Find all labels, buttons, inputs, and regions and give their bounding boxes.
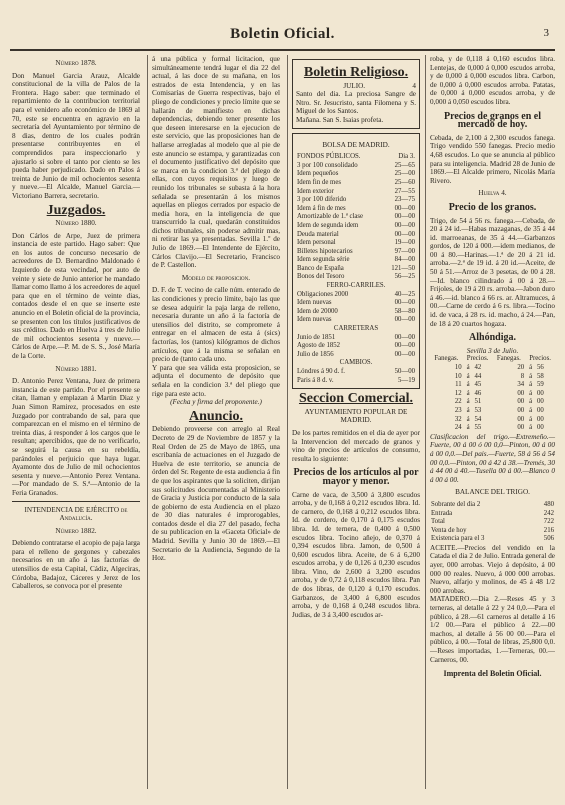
table-cell: Paris á 8 d. v. xyxy=(297,376,334,384)
table-row xyxy=(296,299,416,308)
table-cell: á xyxy=(529,372,533,380)
day-number: 4 xyxy=(412,81,416,90)
column-divider xyxy=(147,55,148,789)
table-row xyxy=(296,170,416,179)
table-cell: 32 xyxy=(454,415,462,423)
table-cell: 722 xyxy=(543,518,554,526)
table-cell: Billetes hipotecarios xyxy=(297,247,353,255)
table-row xyxy=(296,256,416,265)
table-row xyxy=(296,248,416,257)
ayto-heading: AYUNTAMIENTO POPULAR DE MADRID. xyxy=(304,407,408,425)
table-row xyxy=(296,377,416,386)
notice-text: roba, y de 0,118 á 0,160 escudos libra. Lentejas, de 0,000 á 0,000 escudos arroba, y de 0,000 á 0,000 escudos libra. Carbon, de 0,000 á 0,000 escudos arroba. Patatas, de 0,000 á 0,000 escudos arroba, y de 0,000 á 0,050 escudos libra. xyxy=(430,55,555,106)
column-1 xyxy=(12,55,140,591)
notice-number: Número 1881. xyxy=(55,364,97,373)
table-cell: 54 xyxy=(474,415,482,423)
table-cell: 00—00 xyxy=(394,213,415,221)
table-row xyxy=(296,188,416,197)
table-cell: 10 xyxy=(454,372,462,380)
table-cell: á xyxy=(466,415,470,423)
table-cell: 59 xyxy=(537,381,544,389)
grain-price-heading: Precio de los granos. xyxy=(448,201,537,213)
table-cell: 3 por 100 diferido xyxy=(297,196,347,204)
table-cell: Lóndres á 90 d. f. xyxy=(297,368,345,375)
table-row xyxy=(430,518,555,527)
table-cell: 25—60 xyxy=(394,178,415,186)
table-cell: 10 xyxy=(454,364,462,371)
table-cell: á xyxy=(466,389,470,397)
table-cell: 242 xyxy=(543,509,554,517)
table-cell: 00 xyxy=(517,406,525,414)
table-cell: á xyxy=(466,398,470,406)
table-cell: 00 xyxy=(537,415,544,423)
table-cell: Obligaciones 2000 xyxy=(297,290,349,298)
notice-text: ACEITE.—Precios del vendido en la Catada el dia 2 de Julio. Entrada general de ayer, 000 arrobas. Viejo á depósito, á 00 000 00 reales. Nuevo, á 000 000 arrobas. Nuevo, alfarjo y molinos, de 45 á 48 1/2 000 arrobas. xyxy=(430,543,555,595)
table-cell: 00 xyxy=(517,398,525,406)
tomorrow-text: Mañana. San S. Isaias profeta. xyxy=(296,115,384,124)
table-cell: 506 xyxy=(543,535,554,543)
table-row xyxy=(430,424,555,433)
notice-text: De los partes remitidos en el dia de ayer por la Intervencion del mercado de granos y vino de precios de artículos de consumo, resulta lo siguiente: xyxy=(292,428,420,463)
table-cell: Agosto de 1852 xyxy=(297,342,341,350)
table-cell: 42 xyxy=(474,364,482,371)
section-heading-anuncio: Anuncio. xyxy=(188,408,244,424)
table-cell: 11 xyxy=(455,381,462,389)
table-row xyxy=(296,342,416,351)
notice-number: Número 1880. xyxy=(55,219,97,228)
table-cell: 24 xyxy=(454,424,462,432)
table-cell: 53 xyxy=(474,406,482,414)
table-cell: 58—80 xyxy=(394,307,415,315)
table-cell: 23 xyxy=(454,406,462,414)
table-cell: 00—00 xyxy=(394,316,415,324)
table-cell: 97—00 xyxy=(394,247,415,255)
table-cell: Idem segunda série xyxy=(297,256,350,264)
table-cell: 00 xyxy=(537,424,544,432)
table-cell: 84—00 xyxy=(394,256,415,264)
table-cell: 00—00 xyxy=(394,230,415,238)
table-cell: 00—00 xyxy=(394,333,415,341)
table-cell: 25—65 xyxy=(394,161,415,169)
table-cell: 45 xyxy=(474,381,482,389)
table-row xyxy=(296,308,416,317)
table-row xyxy=(296,351,416,360)
table-row xyxy=(296,179,416,188)
notice-text: Debiendo proveerse con arreglo al Real Decreto de 29 de Noviembre de 1857 y la Real Orden de 25 de Mayo de 1865, una escribanía de actuaciones en el Juzgado de Huelva de este territorio, se anuncia de órden del Sr. Regente de esta audiencia á fin de que los aspirantes que la soliciten, dirijan sus solicitudes documentadas al Ministerio de Gracia y Justicia por conducto de la sala de gobierno de esta Audiencia en el plazo de 30 dias naturales é improrogables, contados desde el dia 27 del pasado, fecha de su publicacion en la «Gaceta Oficial» de Madrid. Sevilla y Junio 30 de 1869.—El Secretario de la Audiencia, Segundo de la Hoz. xyxy=(152,425,280,563)
table-cell: á xyxy=(529,415,533,423)
table-cell: 480 xyxy=(543,500,554,508)
table-cell: Idem personal xyxy=(297,239,336,247)
sevilla-date: Sevilla 3 de Julio. xyxy=(466,346,519,355)
table-row xyxy=(296,153,416,162)
table-cell: á xyxy=(529,364,533,371)
table-cell: Idem de 20000 xyxy=(297,307,338,315)
table-row xyxy=(430,407,555,416)
notice-text: á una pública y formal licitacion, que simultáneamente tendrá lugar el dia 22 del actual, á las doce de su mañana, en los estrados de esta Intendencia, y en las Comisarías de Guerra respectivas, bajo el pliego de condiciones y precio límite que se hallarán de manifiesto en dichas dependencias, debiendo tener presente los que deseen interesarse en la ejecucion de este servicio, que las proposiciones han de hallarse arregladas al modelo que al pie de este anuncio se estampa, y garantizadas con el documento justificativo del depósito que se marca en la condicion 3.ª del pliego de ellas, con cuyos requisitos y luego de reunido los tribunales se subasta á la hora señalada se presentarán á los mismos aquellas en pliegos cerrados por espacio de media hora, en la inteligencia de que transcurrido la cual, quedarán constituidos dichos tribunales, sin poderse admitir mas, ni retirar las ya presentadas. Sevilla 1.º de Julio de 1869.—El Intendente de Ejército, Cárlos Clavijo.—El Secretario, Francisco de P. Castellon. xyxy=(152,55,280,270)
table-cell: Junio de 1851 xyxy=(297,333,336,341)
table-cell: 00 xyxy=(537,398,544,406)
column-divider xyxy=(425,55,426,789)
table-cell: á xyxy=(529,389,533,397)
table-cell: Amortizable de 1.ª clase xyxy=(297,213,364,221)
table-header-cell: Fanegas. xyxy=(496,355,521,363)
saint-text: Santo del dia. La preciosa Sangre de Ntro. Sr. Jesucristo, santa Filomena y S. Miguel de los Santos. xyxy=(296,90,416,116)
notice-text: D. Antonio Perez Ventana, Juez de primera instancia de este partido. Por el presente se citan, llaman y emplazan á Martin Diaz y Juan Simon Ramirez, procesados en este Juzgado por contrabando de sal, para que comparezcan en el mismo en el término de treinta dias, á responder á los cargos que le resultan; apercibidos, que de no verificarlo, se seguirá la causa en su rebeldía, parándoles el perjuicio que haya lugar. Ayamonte dos de Julio de mil ochocientos sesenta y nueve.—Antonio Perez Ventana.—Por mandado de S. S.ª—Antonio de la Feria Granados. xyxy=(12,377,140,497)
table-cell: 00 xyxy=(537,389,544,397)
table-cell: á xyxy=(529,381,533,389)
table-cell: Idem pequeños xyxy=(297,170,339,178)
table-cell: Idem fin de mes xyxy=(297,178,341,186)
table-cell: Idem nuevas xyxy=(297,316,332,324)
table-subheading xyxy=(296,359,416,368)
bolsa-table xyxy=(296,153,416,385)
table-row xyxy=(296,316,416,325)
month-line xyxy=(296,82,416,91)
prices-heading: Precios de los artículos al por mayor y menor. xyxy=(293,467,419,487)
imprenta-line: Imprenta del Boletin Oficial. xyxy=(443,669,542,679)
table-cell: á xyxy=(529,406,533,414)
page-number: 3 xyxy=(543,27,549,39)
bolsa-title: BOLSA DE MADRID. xyxy=(322,140,390,149)
table-cell: 34 xyxy=(517,381,525,389)
table-cell: 51 xyxy=(474,398,482,406)
table-cell: 216 xyxy=(543,526,554,534)
table-cell: Idem nuevas xyxy=(297,299,332,307)
table-cell: 00—00 xyxy=(394,221,415,229)
table-cell: 8 xyxy=(520,372,525,380)
table-cell: 00 xyxy=(517,424,525,432)
bolsa-box xyxy=(292,133,420,390)
table-cell: 00—00 xyxy=(394,204,415,212)
table-cell: 00—00 xyxy=(394,350,415,358)
table-subheading xyxy=(296,325,416,334)
notice-number: Número 1878. xyxy=(55,59,97,67)
religious-box xyxy=(292,59,420,129)
table-row xyxy=(296,291,416,300)
table-cell: 00 xyxy=(517,415,525,423)
section-heading-comercial: Seccion Comercial. xyxy=(298,391,414,407)
table-cell: á xyxy=(466,372,470,380)
table-row xyxy=(296,239,416,248)
table-cell: 25—00 xyxy=(394,170,415,178)
divider xyxy=(12,501,140,502)
notice-text: Debiendo contratarse el acopio de paja larga para el relleno de gergones y cabezales necesarios en un año á las factorías de utensilios de esta Capital, Cádiz, Algeciras, Córdoba, Badajoz, Cáceres y Jerez de los Caballeros, se convoca por el presente xyxy=(12,539,140,591)
table-row xyxy=(430,527,555,536)
table-cell: Total xyxy=(431,518,445,526)
table-cell: 46 xyxy=(474,389,482,397)
table-cell: á xyxy=(466,406,470,414)
table-row xyxy=(296,222,416,231)
table-cell: Dia 3. xyxy=(398,153,415,161)
table-cell: 20 xyxy=(517,364,525,371)
table-row xyxy=(296,231,416,240)
section-heading-juzgados: Juzgados. xyxy=(46,202,106,218)
table-row xyxy=(296,213,416,222)
table-cell: FONDOS PÚBLICOS. xyxy=(297,153,361,161)
table-cell: 23—75 xyxy=(394,196,415,204)
table-cell: 00—00 xyxy=(394,299,415,307)
table-cell: Julio de 1856 xyxy=(297,350,334,358)
table-cell: 44 xyxy=(474,372,482,380)
table-cell: 5—19 xyxy=(398,376,415,384)
signature-line: (Fecha y firma del proponente.) xyxy=(170,398,262,407)
table-row xyxy=(430,398,555,407)
table-row xyxy=(296,334,416,343)
table-cell: á xyxy=(529,424,533,432)
table-cell: FERRO-CARRILES. xyxy=(326,282,386,290)
table-cell: á xyxy=(466,424,470,432)
notice-text: Don Manuel Garcia Arauz, Alcalde constitucional de la villa de Palos de la Frontera. Hago saber: que terminado el repartimiento de la contribucion territorial para el venidero año económico de 1869 al 70, este se encuentra en agravio en la secretaría del Ayuntamiento por término de 8 dias, dentro de los cuales podrán presentarse contribuyentes en el comprendidos para inspeccionarlo y ajustarlo si sobre el tanto por ciento se les pueda haber perjudicado. Dado en Palos á treinta de Junio de mil ochocientos sesenta y nueve.—El Alcalde, Manuel Garcia.—Victoriano Barrera, secretario. xyxy=(12,71,140,200)
balance-table xyxy=(430,501,555,544)
column-3 xyxy=(292,55,420,619)
table-header-cell: Precios. xyxy=(529,355,551,363)
table-row xyxy=(296,368,416,377)
table-row xyxy=(296,273,416,282)
table-row xyxy=(430,381,555,390)
header-rule xyxy=(10,49,555,51)
model-heading: Modelo de proposicion. xyxy=(181,273,251,282)
table-cell: 55 xyxy=(474,424,482,432)
table-cell: Bonos del Tesoro xyxy=(297,273,345,281)
table-cell: 50—00 xyxy=(394,368,415,375)
table-row xyxy=(296,205,416,214)
table-cell: Deuda material xyxy=(297,230,339,238)
table-cell: Idem de segunda idem xyxy=(297,221,359,229)
table-cell: 00 xyxy=(517,389,525,397)
month-label: JULIO. xyxy=(343,81,366,90)
notice-text: Don Cárlos de Arpe, Juez de primera instancia de este partido. Hago saber: Que en los autos de concurso necesario de acreedores de D. Bernardino Maldonado é Izquierdo de esta vecindad, por auto de veinte y siete de Junio anterior he mandado llamar como llamo á los acreedores de aquel para que en el término de veinte dias, contados desde el en que se inserte este anuncio en el Boletin oficial de la provincia, se presenten con los títulos justificativos de sus créditos. Dado en Huelva á tres de Julio de mil ochocientos sesenta y nueve.—Cárlos de Arpe.—P. M. de S. S., José María de la Corte. xyxy=(12,231,140,360)
table-cell: CAMBIOS. xyxy=(339,359,373,367)
table-cell: á xyxy=(466,381,470,389)
notice-text: D. F. de T. vecino de calle núm. enterado de las condiciones y precio límite, bajo las que se desea adquirir la paja larga de relleno, necesaria durante un año á la factoría de utensilios del distrito, se compromete á entregar en el almacen de esta á (sics) factorías, los (tantos) kilógramos de dichos artículos, que á la misma se señalan en precio de (tanto cada uno. xyxy=(152,286,280,364)
huelva-heading: Huelva 4. xyxy=(478,189,507,198)
table-cell: á xyxy=(466,364,470,371)
notice-text: Carne de vaca, de 3,500 á 3,800 escudos arroba, y de 0,168 á 0,212 escudos libra. Id. de carnero, de 0,168 á 0,212 escudos libra. Id. de cordero, de 0,170 á 0,175 escudos libra. Id. de ternera, de 0,400 á 0,500 escudos libra. Tocino añejo, de 0,370 á 0,394 escudos libra. Jamon, de 0,500 á 0,600 escudos libra. Aceite, de 6 á 6,200 escudos arroba, y de 0,126 á 0,230 escudos libra. Vino, de 2,600 á 3,200 escudos arroba, y de 0,72 á 0,118 escudos libra. Pan de dos libras, de 0,120 á 0,170 escudos. Garbanzos, de 3,400 á 6,800 escudos arroba, y de 0,168 á 0,248 escudos libra. Judias, de 3 á 3,400 escudos ar- xyxy=(292,490,420,619)
table-cell: Banco de España xyxy=(297,264,344,272)
table-cell: Idem exterior xyxy=(297,187,334,195)
column-divider xyxy=(287,55,288,789)
section-heading-religioso: Boletin Religioso. xyxy=(303,65,409,80)
table-cell: 27—55 xyxy=(394,187,415,195)
table-cell: 00—00 xyxy=(394,342,415,350)
table-cell: Idem á fin de mes xyxy=(297,204,346,212)
notice-text: Trigo, de 54 á 56 rs. fanega.—Cebada, de 20 á 24 id.—Habas mazaganas, de 35 á 44 id. marroeanas, de 35 á 44.—Garbanzos gordos, de 120 á 000.—idem medianos, de 00 á 80.—Harinas.—1.ª de 20 á 21 id. arroba.—2.ª de 19 id. á 20 id.—Aceite, de 50 á 51.—Arroz de 3 pesetas, de 00 á 28.—Id. blanco cilindrado á 00 á 28.—Frijoles, de 19 á 20 rs. arroba.—Jabon duro á 46.—id. blanco á 66 rs. ar. Altramuces, á 00.—Carne de cerdo á 6 rs. libra.—Tocino id. de vaca, á 28 rs. id. macho, á 24.—Pan, de 18 á 20 cuartos hogaza. xyxy=(430,216,555,328)
table-cell: 56—25 xyxy=(394,273,415,281)
notice-text: Y para que sea válida esta proposicion, se adjunta el documento de depósito que señala en la condicion 3.ª del pliego que rige para este acto. xyxy=(152,363,280,398)
table-row xyxy=(430,390,555,399)
table-cell: 121—50 xyxy=(391,264,415,272)
notice-text: Clasificacion del trigo.—Extremeño.—Fuerte, 00 á 00 ó 00 0,0—Pinton, 00 á 00 á 00 0,0.—Del pais.—Fuerte, 58 á 56 á 54 00 0,0.—Pinton, 00 á 42 á 38.—Tremés, 30 á 44 00 á 40.—Tusella 00 á 00.—Blanco 0 á 00 á 00. xyxy=(430,432,555,484)
newspaper-title: Boletin Oficial. xyxy=(230,26,335,42)
table-cell: 22 xyxy=(454,398,462,406)
table-row xyxy=(296,265,416,274)
table-cell: 12 xyxy=(454,389,462,397)
alhondiga-table xyxy=(430,355,555,432)
column-2 xyxy=(152,55,280,563)
table-row xyxy=(430,416,555,425)
page xyxy=(10,5,555,795)
intendencia-heading: INTENDENCIA DE EJÉRCITO de Andalucía. xyxy=(24,505,128,523)
table-cell: CARRETERAS xyxy=(333,325,379,333)
table-cell: Venta de hoy xyxy=(431,526,467,534)
notice-text: Cebada, de 2,100 á 2,300 escudos fanega. Trigo vendido 550 fanegas. Precio medio 4,68 escudos. Lo que se anuncia al público para su inteligencia. Madrid 28 de Junio de 1869.—El Alcalde primero, Nicolás María Rivero. xyxy=(430,133,555,185)
table-cell: 00 xyxy=(537,406,544,414)
header xyxy=(10,25,555,47)
table-row xyxy=(296,196,416,205)
grain-heading: Precios de granos en el mercado de hoy. xyxy=(443,110,542,131)
table-row xyxy=(430,364,555,373)
table-subheading xyxy=(296,282,416,291)
table-cell: 58 xyxy=(537,372,544,380)
table-row xyxy=(430,510,555,519)
table-cell: á xyxy=(529,398,533,406)
table-cell: Sobrante del dia 2 xyxy=(431,500,481,508)
table-cell: 3 por 100 consolidado xyxy=(297,161,358,169)
table-header-cell: Fanegas. xyxy=(434,355,459,363)
table-row xyxy=(430,501,555,510)
table-row xyxy=(296,162,416,171)
table-row xyxy=(430,535,555,544)
table-header-cell: Precios. xyxy=(466,355,489,363)
notice-text: MATADERO.—Dia 2.—Reses 45 y 3 terneras, al detalle á 22 y 24 0,0.—Para el público, á 28.—61 carneros al detalle á 16 1/2 00.—Para el público á 22.—00 machos, al detalle á 56 00 00.—Para el público, á 00.—Total de libras, 25,800 0,0.—Reses importadas, 1.—Terneras, 00.—Carneros, 00. xyxy=(430,595,555,664)
table-cell: 19—00 xyxy=(394,239,415,247)
balance-heading: BALANCE DEL TRIGO. xyxy=(455,488,530,497)
table-cell: 40—25 xyxy=(394,290,415,298)
table-cell: Entrada xyxy=(431,509,453,517)
table-row xyxy=(430,373,555,382)
table-cell: 56 xyxy=(537,364,544,371)
notice-number: Número 1882. xyxy=(55,526,97,535)
alhondiga-heading: Alhóndiga. xyxy=(469,332,516,344)
table-header-row xyxy=(430,355,555,364)
column-4 xyxy=(430,55,555,679)
table-cell: Existencia para el 3 xyxy=(431,535,485,543)
